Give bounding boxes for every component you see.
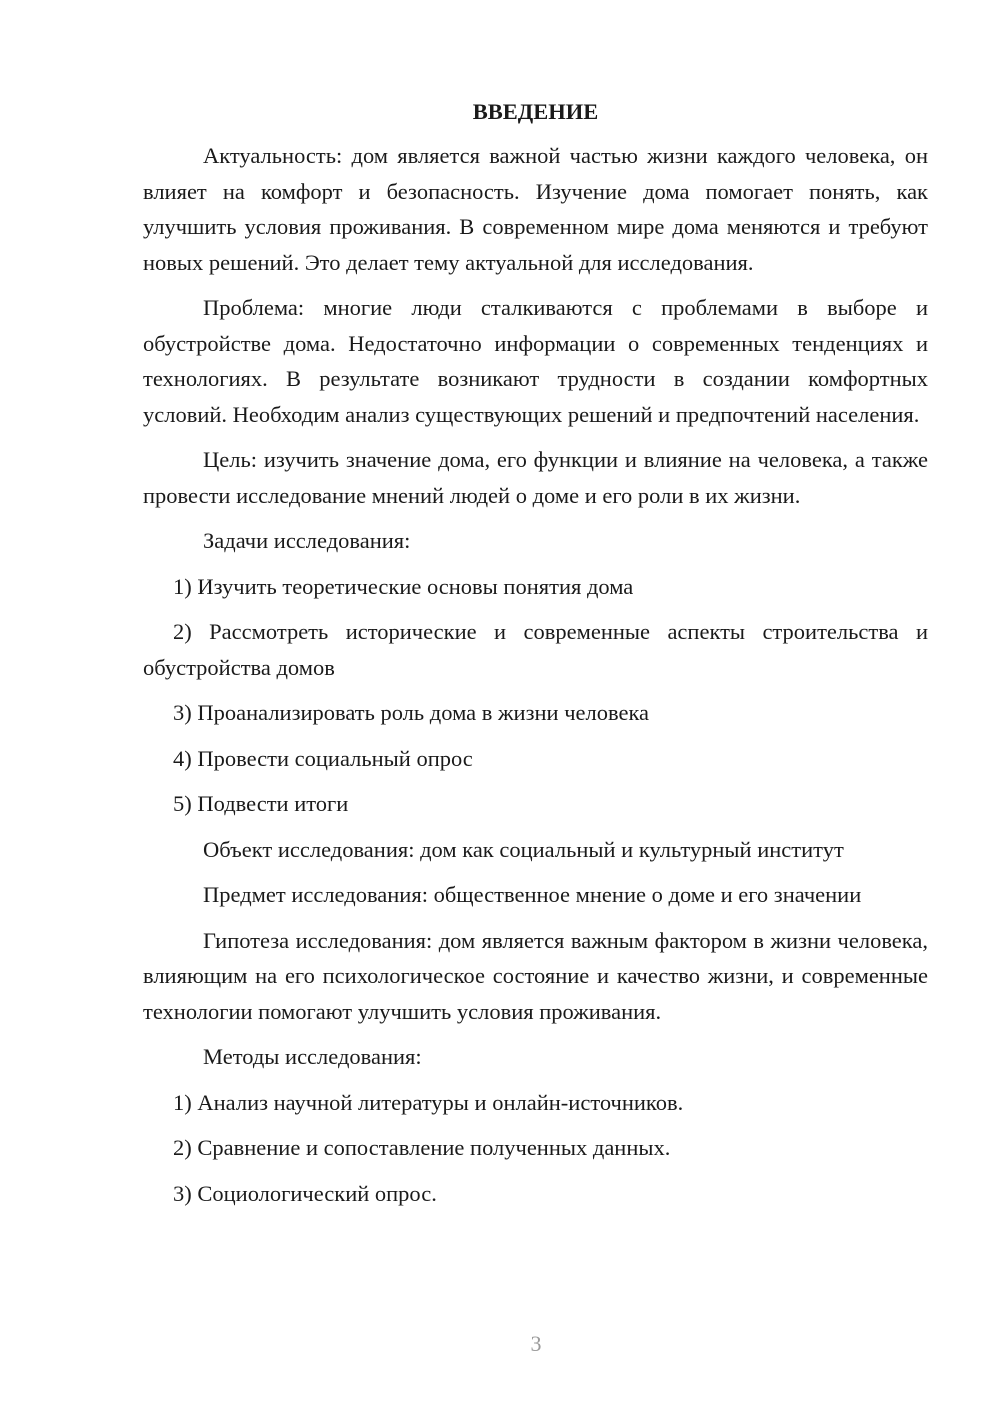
goal-paragraph: Цель: изучить значение дома, его функции и влияние на человека, а также провести исследование мнений людей о доме и его роли в их жизни. — [143, 447, 928, 508]
page-title: ВВЕДЕНИЕ — [472, 99, 599, 124]
task-item: 5) Подвести итоги — [173, 791, 349, 816]
method-item: 3) Социологический опрос. — [173, 1180, 437, 1206]
tasks-heading: Задачи исследования: — [203, 528, 411, 553]
task-item: 3) Проанализировать роль дома в жизни человека — [173, 700, 650, 725]
research-subject: Предмет исследования: общественное мнение о доме и его значении — [203, 882, 862, 907]
hypothesis-paragraph: Гипотеза исследования: дом является важным фактором в жизни человека, влияющим на его психологическое состояние и качество жизни, и современные технологии помогают улучшить условия проживания. — [143, 927, 928, 1024]
problem-paragraph: Проблема: многие люди сталкиваются с проблемами в выборе и обустройстве дома. Недостаточно информации о современных тенденциях и технологиях. В результате возникают трудности в создании комфортных условий. Необходим анализ существующих решений и предпочтений населения. — [143, 295, 928, 427]
relevance-paragraph: Актуальность: дом является важной частью жизни каждого человека, он влияет на комфорт и безопасность. Изучение дома помогает понять, как улучшить условия проживания. В современном мире дома меняются и требуют новых решений. Это делает тему актуальной для исследования. — [143, 143, 928, 275]
task-item: 2) Рассмотреть исторические и современные аспекты строительства и обустройства домов — [143, 619, 928, 680]
page-number: 3 — [530, 1331, 542, 1356]
task-item: 1) Изучить теоретические основы понятия дома — [173, 573, 634, 599]
research-object: Объект исследования: дом как социальный и культурный институт — [203, 836, 844, 862]
page-content — [143, 96, 928, 1221]
method-item: 1) Анализ научной литературы и онлайн-источников. — [173, 1089, 684, 1115]
methods-heading: Методы исследования: — [203, 1044, 422, 1069]
method-item: 2) Сравнение и сопоставление полученных данных. — [173, 1135, 671, 1160]
task-item: 4) Провести социальный опрос — [173, 745, 473, 771]
